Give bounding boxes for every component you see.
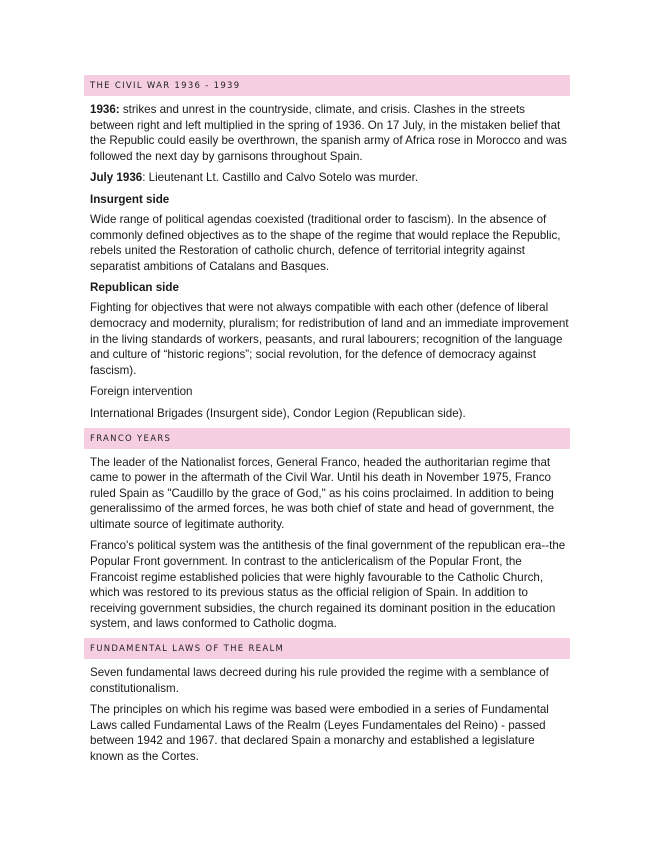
label-foreign-intervention: Foreign intervention	[90, 385, 193, 399]
paragraph-seven-laws: Seven fundamental laws decreed during his rule provided the regime with a semblance of constitutionalism.	[90, 666, 549, 695]
section-heading-civil-war: THE CIVIL WAR 1936 - 1939	[84, 75, 570, 96]
paragraph-franco-political-system: Franco's political system was the antithesis of the final government of the republican era--the Popular Front government. In contrast to the anticlericalism of the Popular Front, the Francoist regime established policies that were highly favourable to the Catholic Church, which was restored to its previous status as the official religion of Spain. In addition to receiving government subsidies, the church regained its dominant position in the education system, and laws conformed to Catholic dogma.	[90, 539, 566, 631]
date-label-july-1936: July 1936	[90, 171, 143, 185]
paragraph-1936-text: strikes and unrest in the countryside, climate, and crisis. Clashes in the streets between right and left multiplied in the spring of 1936. On 17 July, in the mistaken belief that the Republic could easily be overthrown, the spanish army of Africa rose in Morocco and was followed the next day by garnisons throughout Spain.	[90, 103, 567, 163]
paragraph-1936	[84, 102, 570, 164]
paragraph-july-1936-text: : Lieutenant Lt. Castillo and Calvo Sotelo was murder.	[142, 171, 419, 185]
paragraph-republican-side: Fighting for objectives that were not always compatible with each other (defence of liberal democracy and modernity, pluralism; for redistribution of land and an immediate improvement in the living standards of workers, peasants, and rural labourers; recognition of the language and culture of “historic regions”; social revolution, for the defence of democracy against fascism).	[90, 301, 569, 377]
paragraph-insurgent-side: Wide range of political agendas coexisted (traditional order to fascism). In the absence of commonly defined objectives as to the shape of the regime that would replace the Republic, rebels united the Restoration of catholic church, defence of territorial integrity against separatist ambitions of Catalans and Basques.	[90, 212, 561, 273]
section-heading-fundamental-laws: FUNDAMENTAL LAWS OF THE REALM	[84, 638, 570, 659]
document-page	[84, 75, 570, 771]
section-heading-franco-years: FRANCO YEARS	[84, 428, 570, 449]
paragraph-laws-of-realm: The principles on which his regime was based were embodied in a series of Fundamental Laws called Fundamental Laws of the Realm (Leyes Fundamentales del Reino) - passed between 1942 and 1967. that declared Spain a monarchy and established a legislature known as the Cortes.	[90, 703, 549, 763]
paragraph-foreign-intervention: International Brigades (Insurgent side), Condor Legion (Republican side).	[90, 406, 466, 420]
paragraph-franco-leader: The leader of the Nationalist forces, General Franco, headed the authoritarian regime that came to power in the aftermath of the Civil War. Until his death in November 1975, Franco ruled Spain as "Caudillo by the grace of God," as his coins proclaimed. In addition to being generalissimo of the armed forces, he was both chief of state and head of government, the ultimate source of legitimate authority.	[90, 455, 555, 531]
subheading-republican-side: Republican side	[90, 281, 179, 295]
paragraph-july-1936	[84, 170, 570, 186]
subheading-insurgent-side: Insurgent side	[90, 192, 170, 206]
date-label-1936: 1936:	[90, 103, 120, 116]
